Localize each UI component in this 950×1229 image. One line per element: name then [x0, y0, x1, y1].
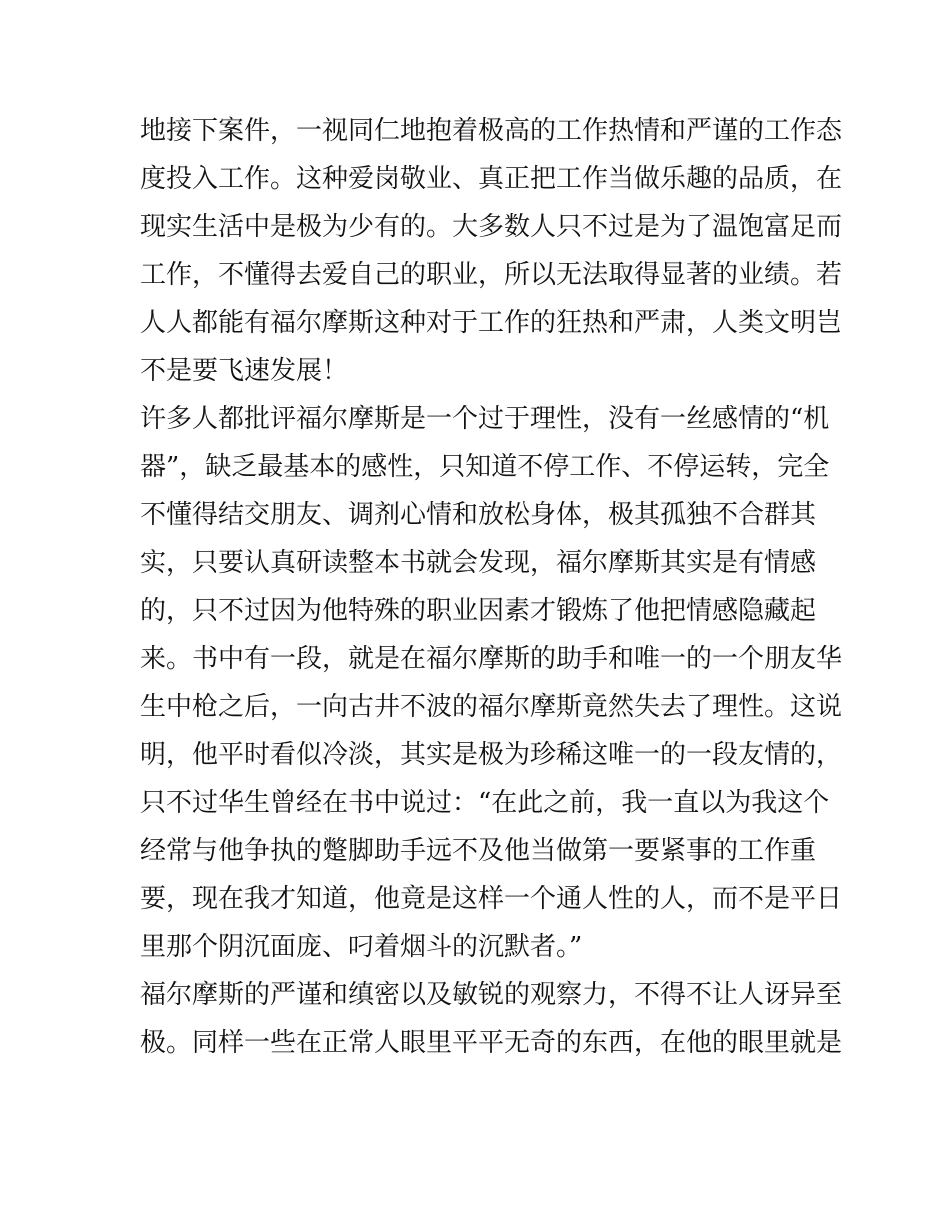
text-line: 福尔摩斯的严谨和缜密以及敏锐的观察力，不得不让人讶异至 [140, 980, 843, 1010]
document-body [140, 107, 843, 1067]
text-line: 经常与他争执的蹩脚助手远不及他当做第一要紧事的工作重 [140, 836, 817, 866]
text-line: 生中枪之后，一向古井不波的福尔摩斯竟然失去了理性。这说 [140, 692, 843, 722]
text-line: 工作，不懂得去爱自己的职业，所以无法取得显著的业绩。若 [140, 260, 843, 290]
text-line: 来。书中有一段，就是在福尔摩斯的助手和唯一的一个朋友华 [140, 644, 843, 674]
text-line: 不懂得结交朋友、调剂心情和放松身体，极其孤独不合群其 [140, 500, 817, 530]
text-line: 人人都能有福尔摩斯这种对于工作的狂热和严肃，人类文明岂 [140, 308, 843, 338]
text-line: 只不过华生曾经在书中说过：“在此之前，我一直以为我这个 [140, 788, 830, 818]
text-line: 里那个阴沉面庞、叼着烟斗的沉默者。” [140, 932, 583, 962]
text-line: 要，现在我才知道，他竟是这样一个通人性的人，而不是平日 [140, 884, 843, 914]
text-line: 现实生活中是极为少有的。大多数人只不过是为了温饱富足而 [140, 212, 843, 242]
text-line: 不是要飞速发展！ [140, 356, 349, 386]
text-line: 实，只要认真研读整本书就会发现，福尔摩斯其实是有情感 [140, 548, 817, 578]
text-line: 的，只不过因为他特殊的职业因素才锻炼了他把情感隐藏起 [140, 596, 817, 626]
text-line: 器”，缺乏最基本的感性，只知道不停工作、不停运转，完全 [140, 452, 830, 482]
text-line: 度投入工作。这种爱岗敬业、真正把工作当做乐趣的品质，在 [140, 164, 843, 194]
text-line: 地接下案件，一视同仁地抱着极高的工作热情和严谨的工作态 [140, 116, 843, 146]
text-line: 明，他平时看似冷淡，其实是极为珍稀这唯一的一段友情的， [140, 740, 843, 770]
text-line: 许多人都批评福尔摩斯是一个过于理性，没有一丝感情的“机 [140, 404, 830, 434]
text-line: 极。同样一些在正常人眼里平平无奇的东西，在他的眼里就是 [140, 1028, 843, 1058]
